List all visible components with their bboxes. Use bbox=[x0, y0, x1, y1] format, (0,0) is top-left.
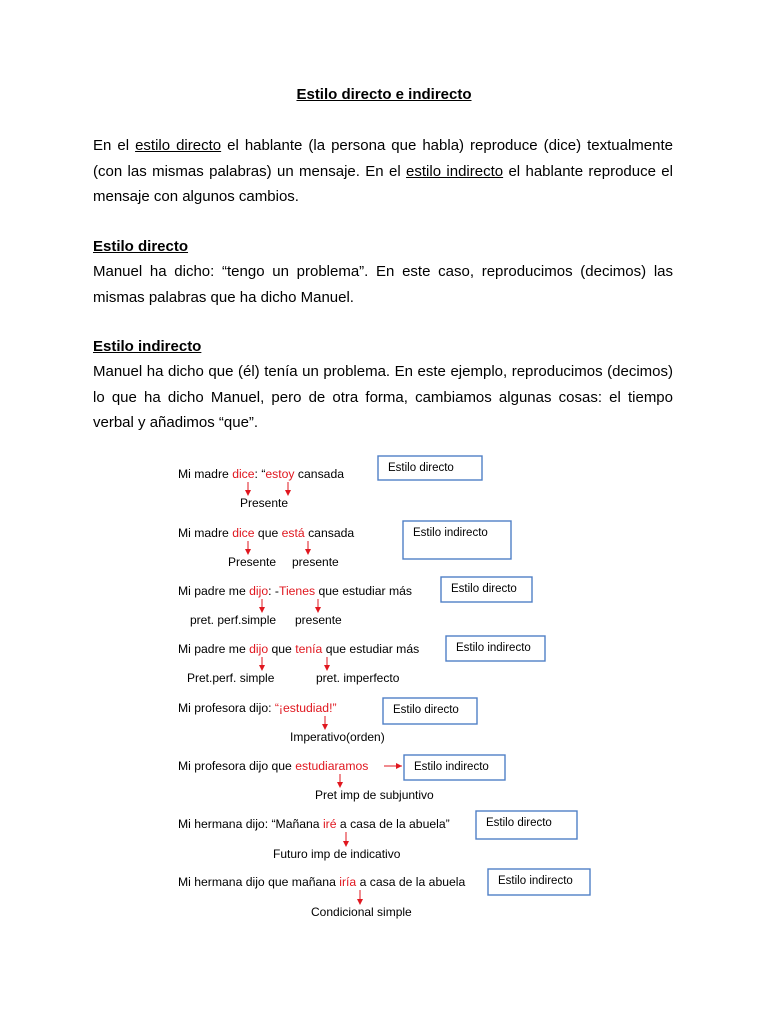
tense-label: Pret.perf. simple bbox=[187, 671, 275, 685]
sentence-text: Mi madre bbox=[178, 526, 233, 540]
example-3 bbox=[178, 577, 532, 627]
style-box-label: Estilo indirecto bbox=[456, 642, 531, 654]
sentence-text: a casa de la abuela bbox=[356, 875, 466, 889]
tense-label: Pret imp de subjuntivo bbox=[315, 788, 434, 802]
term-estilo-indirecto: estilo indirecto bbox=[406, 162, 504, 180]
example-sentence bbox=[178, 584, 412, 598]
sentence-text: a casa de la abuela” bbox=[336, 817, 450, 831]
example-1 bbox=[178, 456, 482, 510]
intro-text: el hablante reproduce el mensaje con algunos cambios. bbox=[93, 162, 673, 205]
style-box-label: Estilo indirecto bbox=[498, 875, 573, 887]
example-sentence bbox=[178, 817, 450, 831]
heading-estilo-indirecto: Estilo indirecto bbox=[93, 338, 202, 355]
intro-text: En el bbox=[93, 137, 136, 154]
example-5 bbox=[178, 698, 477, 744]
sentence-text: que bbox=[254, 526, 282, 540]
sentence-text: Mi madre bbox=[178, 467, 233, 481]
example-7 bbox=[178, 811, 577, 861]
tense-label: Condicional simple bbox=[311, 905, 412, 919]
example-sentence bbox=[178, 759, 368, 773]
intro-text: el hablante (la persona que habla) reproduce (dice) textualmente (con las mismas palabras) un mensaje. En el bbox=[93, 137, 674, 180]
sentence-text: Mi hermana dijo que mañana bbox=[178, 875, 340, 889]
sentence-text: : - bbox=[268, 584, 279, 598]
tense-label: pret. imperfecto bbox=[316, 671, 400, 685]
verb-highlight: Tienes bbox=[278, 584, 316, 598]
example-6 bbox=[178, 755, 505, 802]
style-box-label: Estilo directo bbox=[486, 817, 552, 829]
sentence-text: que estudiar más bbox=[315, 584, 412, 598]
sentence-text: Mi profesora dijo que bbox=[178, 759, 296, 773]
verb-highlight: estoy bbox=[265, 467, 295, 481]
verb-highlight: dice bbox=[232, 526, 255, 540]
sentence-text: Mi hermana dijo: “Mañana bbox=[178, 817, 323, 831]
sentence-text: Mi padre me bbox=[178, 584, 250, 598]
example-sentence bbox=[178, 526, 354, 540]
verb-highlight: iría bbox=[339, 875, 357, 889]
style-box-label: Estilo indirecto bbox=[414, 761, 489, 773]
example-8 bbox=[178, 869, 590, 919]
paragraph-estilo-directo: Manuel ha dicho: “tengo un problema”. En este caso, reproducimos (decimos) las mismas palabras que ha dicho Manuel. bbox=[93, 263, 673, 306]
style-box-label: Estilo indirecto bbox=[413, 527, 488, 539]
example-sentence bbox=[178, 467, 344, 481]
verb-highlight: iré bbox=[322, 817, 337, 831]
tense-label: Futuro imp de indicativo bbox=[273, 847, 401, 861]
example-sentence bbox=[178, 701, 337, 715]
verb-highlight: dijo bbox=[249, 584, 269, 598]
page-title: Estilo directo e indirecto bbox=[296, 86, 472, 103]
tense-label: Imperativo(orden) bbox=[290, 730, 385, 744]
example-4 bbox=[178, 636, 545, 685]
verb-highlight: tenía bbox=[295, 642, 323, 656]
sentence-text: cansada bbox=[304, 526, 355, 540]
heading-estilo-directo: Estilo directo bbox=[93, 238, 189, 255]
style-box-label: Estilo directo bbox=[388, 462, 454, 474]
tense-label: pret. perf.simple bbox=[190, 613, 277, 627]
sentence-text: Mi padre me bbox=[178, 642, 250, 656]
paragraph-estilo-indirecto: Manuel ha dicho que (él) tenía un problema. En este ejemplo, reproducimos (decimos) lo que ha dicho Manuel, pero de otra forma, cambiamos algunas cosas: el tiempo verbal y añadimos “que”. bbox=[93, 363, 673, 431]
verb-highlight: está bbox=[281, 526, 305, 540]
example-sentence bbox=[178, 642, 419, 656]
term-estilo-directo: estilo directo bbox=[135, 137, 222, 154]
example-sentence bbox=[178, 875, 466, 889]
sentence-text: que bbox=[268, 642, 296, 656]
sentence-text: que estudiar más bbox=[322, 642, 420, 656]
tense-label: presente bbox=[292, 555, 339, 569]
tense-label: Presente bbox=[228, 555, 277, 569]
arrowhead bbox=[396, 763, 402, 769]
tense-label: presente bbox=[295, 613, 342, 627]
example-2 bbox=[178, 521, 511, 569]
style-box-label: Estilo directo bbox=[393, 704, 459, 716]
verb-highlight: “¡estudiad!” bbox=[274, 701, 337, 715]
sentence-text: : “ bbox=[254, 467, 266, 481]
verb-highlight: dijo bbox=[249, 642, 269, 656]
verb-highlight: dice bbox=[232, 467, 255, 481]
tense-label: Presente bbox=[240, 496, 289, 510]
sentence-text: Mi profesora dijo: bbox=[178, 701, 275, 715]
sentence-text: cansada bbox=[294, 467, 344, 481]
style-box-label: Estilo directo bbox=[451, 583, 517, 595]
verb-highlight: estudiaramos bbox=[295, 759, 369, 773]
